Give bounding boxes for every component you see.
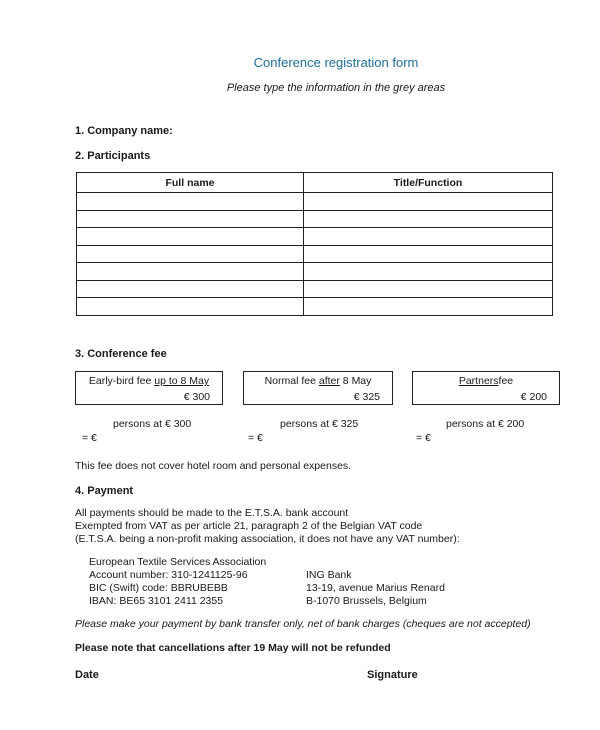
bank-city: B-1070 Brussels, Belgium [306,595,427,607]
partners-persons: persons at € 200 [446,418,525,430]
full-name-cell[interactable] [77,263,304,281]
fee-note: This fee does not cover hotel room and personal expenses. [75,460,352,472]
bank-street: 13-19, avenue Marius Renard [306,582,445,594]
partners-fee-box [412,371,560,405]
iban: IBAN: BE65 3101 2411 2355 [89,595,224,607]
normal-total: = € [248,432,263,444]
participants-table [76,172,553,316]
title-function-cell[interactable] [304,263,553,281]
full-name-cell[interactable] [77,193,304,211]
bic-code: BIC (Swift) code: BBRUBEBB [89,582,228,594]
section-conference-fee: 3. Conference fee [75,348,167,360]
payment-line-1: All payments should be made to the E.T.S.A. bank account [75,507,349,519]
title-function-cell[interactable] [304,280,553,298]
title-function-cell[interactable] [304,245,553,263]
full-name-cell[interactable] [77,280,304,298]
form-subtitle: Please type the information in the grey areas [226,82,446,94]
account-number: Account number: 310-1241125-96 [89,569,248,581]
table-row [77,263,553,281]
early-bird-fee-amount: € 300 [183,391,210,403]
partners-total: = € [416,432,431,444]
full-name-cell[interactable] [77,245,304,263]
table-row [77,210,553,228]
bank-name: ING Bank [306,569,352,581]
section-payment: 4. Payment [75,485,134,497]
section-company-name: 1. Company name: [75,125,173,137]
full-name-header: Full name [77,173,304,193]
early-bird-total: = € [82,432,97,444]
normal-fee-amount: € 325 [353,391,380,403]
normal-fee-box [243,371,393,405]
payment-line-2: Exempted from VAT as per article 21, paragraph 2 of the Belgian VAT code [75,520,423,532]
signature-label: Signature [367,669,418,681]
partners-fee-label: Partnersfee [458,375,514,387]
title-function-cell[interactable] [304,298,553,316]
table-row [77,298,553,316]
table-row [77,228,553,246]
early-bird-fee-box [75,371,223,405]
title-function-header: Title/Function [304,173,553,193]
partners-fee-amount: € 200 [520,391,547,403]
normal-persons: persons at € 325 [280,418,359,430]
full-name-cell[interactable] [77,298,304,316]
date-label: Date [75,669,99,681]
full-name-cell[interactable] [77,228,304,246]
table-header-row [77,173,553,193]
account-holder: European Textile Services Association [89,556,267,568]
title-function-cell[interactable] [304,228,553,246]
table-row [77,193,553,211]
full-name-cell[interactable] [77,210,304,228]
table-row [77,280,553,298]
normal-fee-label: Normal fee after 8 May [264,375,372,387]
title-function-cell[interactable] [304,210,553,228]
form-title: Conference registration form [253,55,419,70]
cancellation-note: Please note that cancellations after 19 May will not be refunded [75,642,391,654]
section-participants: 2. Participants [75,150,151,162]
title-function-cell[interactable] [304,193,553,211]
table-row [77,245,553,263]
payment-line-3: (E.T.S.A. being a non-profit making association, it does not have any VAT number): [75,533,460,545]
early-bird-persons: persons at € 300 [113,418,192,430]
transfer-note: Please make your payment by bank transfer only, net of bank charges (cheques are not accepted) [75,618,531,630]
early-bird-fee-label: Early-bird fee up to 8 May [88,375,210,387]
